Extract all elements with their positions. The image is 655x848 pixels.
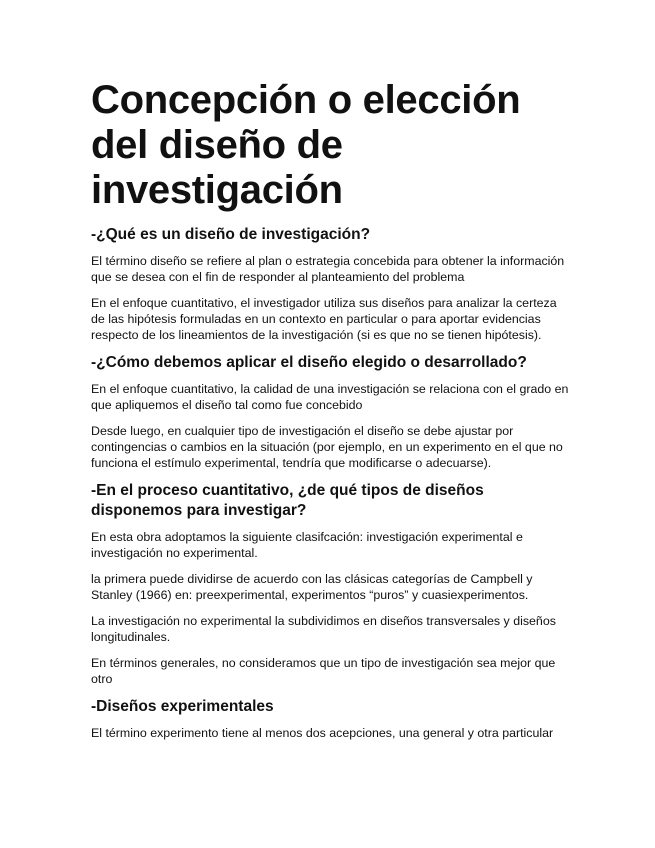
section-heading: -En el proceso cuantitativo, ¿de qué tipos de diseños disponemos para investigar? <box>91 482 484 519</box>
section-experimental-designs <box>91 697 571 741</box>
paragraph: En el enfoque cuantitativo, la calidad de una investigación se relaciona con el grado en que apliquemos el diseño tal como fue concebido <box>91 382 569 412</box>
page-title: Concepción o elección del diseño de investigación <box>91 78 521 212</box>
section-what-is-design <box>91 225 571 343</box>
paragraph: En esta obra adoptamos la siguiente clasifcación: investigación experimental e investigación no experimental. <box>91 530 523 560</box>
paragraph: La investigación no experimental la subdividimos en diseños transversales y diseños longitudinales. <box>91 614 556 644</box>
paragraph: El término diseño se refiere al plan o estrategia concebida para obtener la información que se desea con el fin de responder al planteamiento del problema <box>91 254 565 284</box>
paragraph: En el enfoque cuantitativo, el investigador utiliza sus diseños para analizar la certeza de las hipótesis formuladas en un contexto en particular o para aportar evidencias respecto de los lineamientos de la investigación (si es que no se tienen hipótesis). <box>91 296 557 342</box>
document-page <box>91 78 571 751</box>
section-heading: -Diseños experimentales <box>91 698 274 715</box>
paragraph: Desde luego, en cualquier tipo de investigación el diseño se debe ajustar por contingencias o cambios en la situación (por ejemplo, en un experimento en el que no funciona el estímulo experimental, tendría que modificarse o adecuarse). <box>91 424 563 470</box>
section-apply-design <box>91 353 571 471</box>
section-heading: -¿Cómo debemos aplicar el diseño elegido o desarrollado? <box>91 354 527 371</box>
paragraph: la primera puede dividirse de acuerdo con las clásicas categorías de Campbell y Stanley (1966) en: preexperimental, experimentos “puros” y cuasiexperimentos. <box>91 572 533 602</box>
section-heading: -¿Qué es un diseño de investigación? <box>91 226 371 243</box>
section-design-types <box>91 481 571 687</box>
paragraph: El término experimento tiene al menos dos acepciones, una general y otra particular <box>91 726 554 740</box>
paragraph: En términos generales, no consideramos que un tipo de investigación sea mejor que otro <box>91 656 556 686</box>
